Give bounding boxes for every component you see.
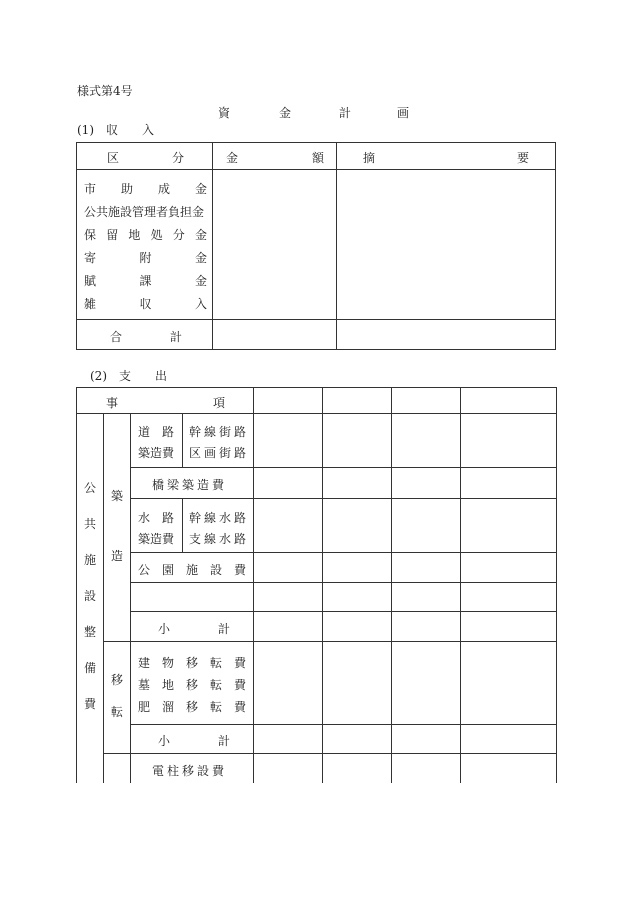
- relocation-item: 建 物 移 転 費: [138, 656, 246, 670]
- relocation-item: 墓 地 移 転 費: [138, 678, 246, 692]
- header-amount-2: 額: [312, 151, 325, 165]
- subtotal-construction-1: 小: [158, 622, 171, 636]
- relocation-item: 肥 溜 移 転 費: [138, 700, 246, 714]
- title-char: 計: [339, 106, 352, 120]
- group-relocation: 移 転: [110, 673, 123, 719]
- expenditure-section-label: (2) 支 出: [90, 369, 167, 383]
- header-remarks-1: 摘: [363, 151, 376, 165]
- road-item-trunk: 幹線街路: [189, 425, 250, 439]
- header-remarks-2: 要: [517, 151, 530, 165]
- subtotal-relocation-2: 計: [218, 734, 231, 748]
- header-category-2: 分: [172, 151, 185, 165]
- header-category-1: 区: [107, 151, 120, 165]
- road-label-2: 築造費: [138, 446, 175, 460]
- form-number: 様式第4号: [77, 84, 133, 98]
- income-item: 公共施設管理者負担金: [84, 205, 205, 219]
- title-char: 資: [218, 106, 231, 120]
- income-total-1: 合: [110, 330, 123, 344]
- water-item-trunk: 幹線水路: [189, 511, 250, 525]
- income-item: 賦 課 金: [84, 274, 207, 288]
- income-section-label: (1) 収 入: [77, 123, 154, 137]
- water-label-1: 水 路: [138, 511, 175, 525]
- group-construction: 築 造: [110, 489, 123, 563]
- park-item: 公 園 施 設 費: [138, 563, 246, 577]
- group-public-facility: 公 共 施 設 整 備 費: [83, 481, 96, 711]
- road-item-district: 区画街路: [189, 446, 250, 460]
- subtotal-relocation-1: 小: [158, 734, 171, 748]
- title-char: 金: [279, 106, 292, 120]
- exp-header-2: 項: [213, 396, 226, 410]
- exp-header-1: 事: [106, 396, 119, 410]
- header-amount-1: 金: [226, 151, 239, 165]
- income-item: 雑 収 入: [84, 297, 207, 311]
- title-char: 画: [397, 106, 410, 120]
- income-item: 寄 附 金: [84, 251, 207, 265]
- bridge-item: 橋梁築造費: [152, 478, 228, 492]
- income-item: 保 留 地 処 分 金: [84, 228, 207, 242]
- income-total-2: 計: [170, 330, 183, 344]
- road-label-1: 道 路: [138, 425, 175, 439]
- pole-item: 電柱移設費: [152, 764, 228, 778]
- water-label-2: 築造費: [138, 532, 175, 546]
- water-item-branch: 支線水路: [189, 532, 250, 546]
- subtotal-construction-2: 計: [218, 622, 231, 636]
- income-item: 市 助 成 金: [84, 182, 207, 196]
- document-title: [218, 104, 408, 120]
